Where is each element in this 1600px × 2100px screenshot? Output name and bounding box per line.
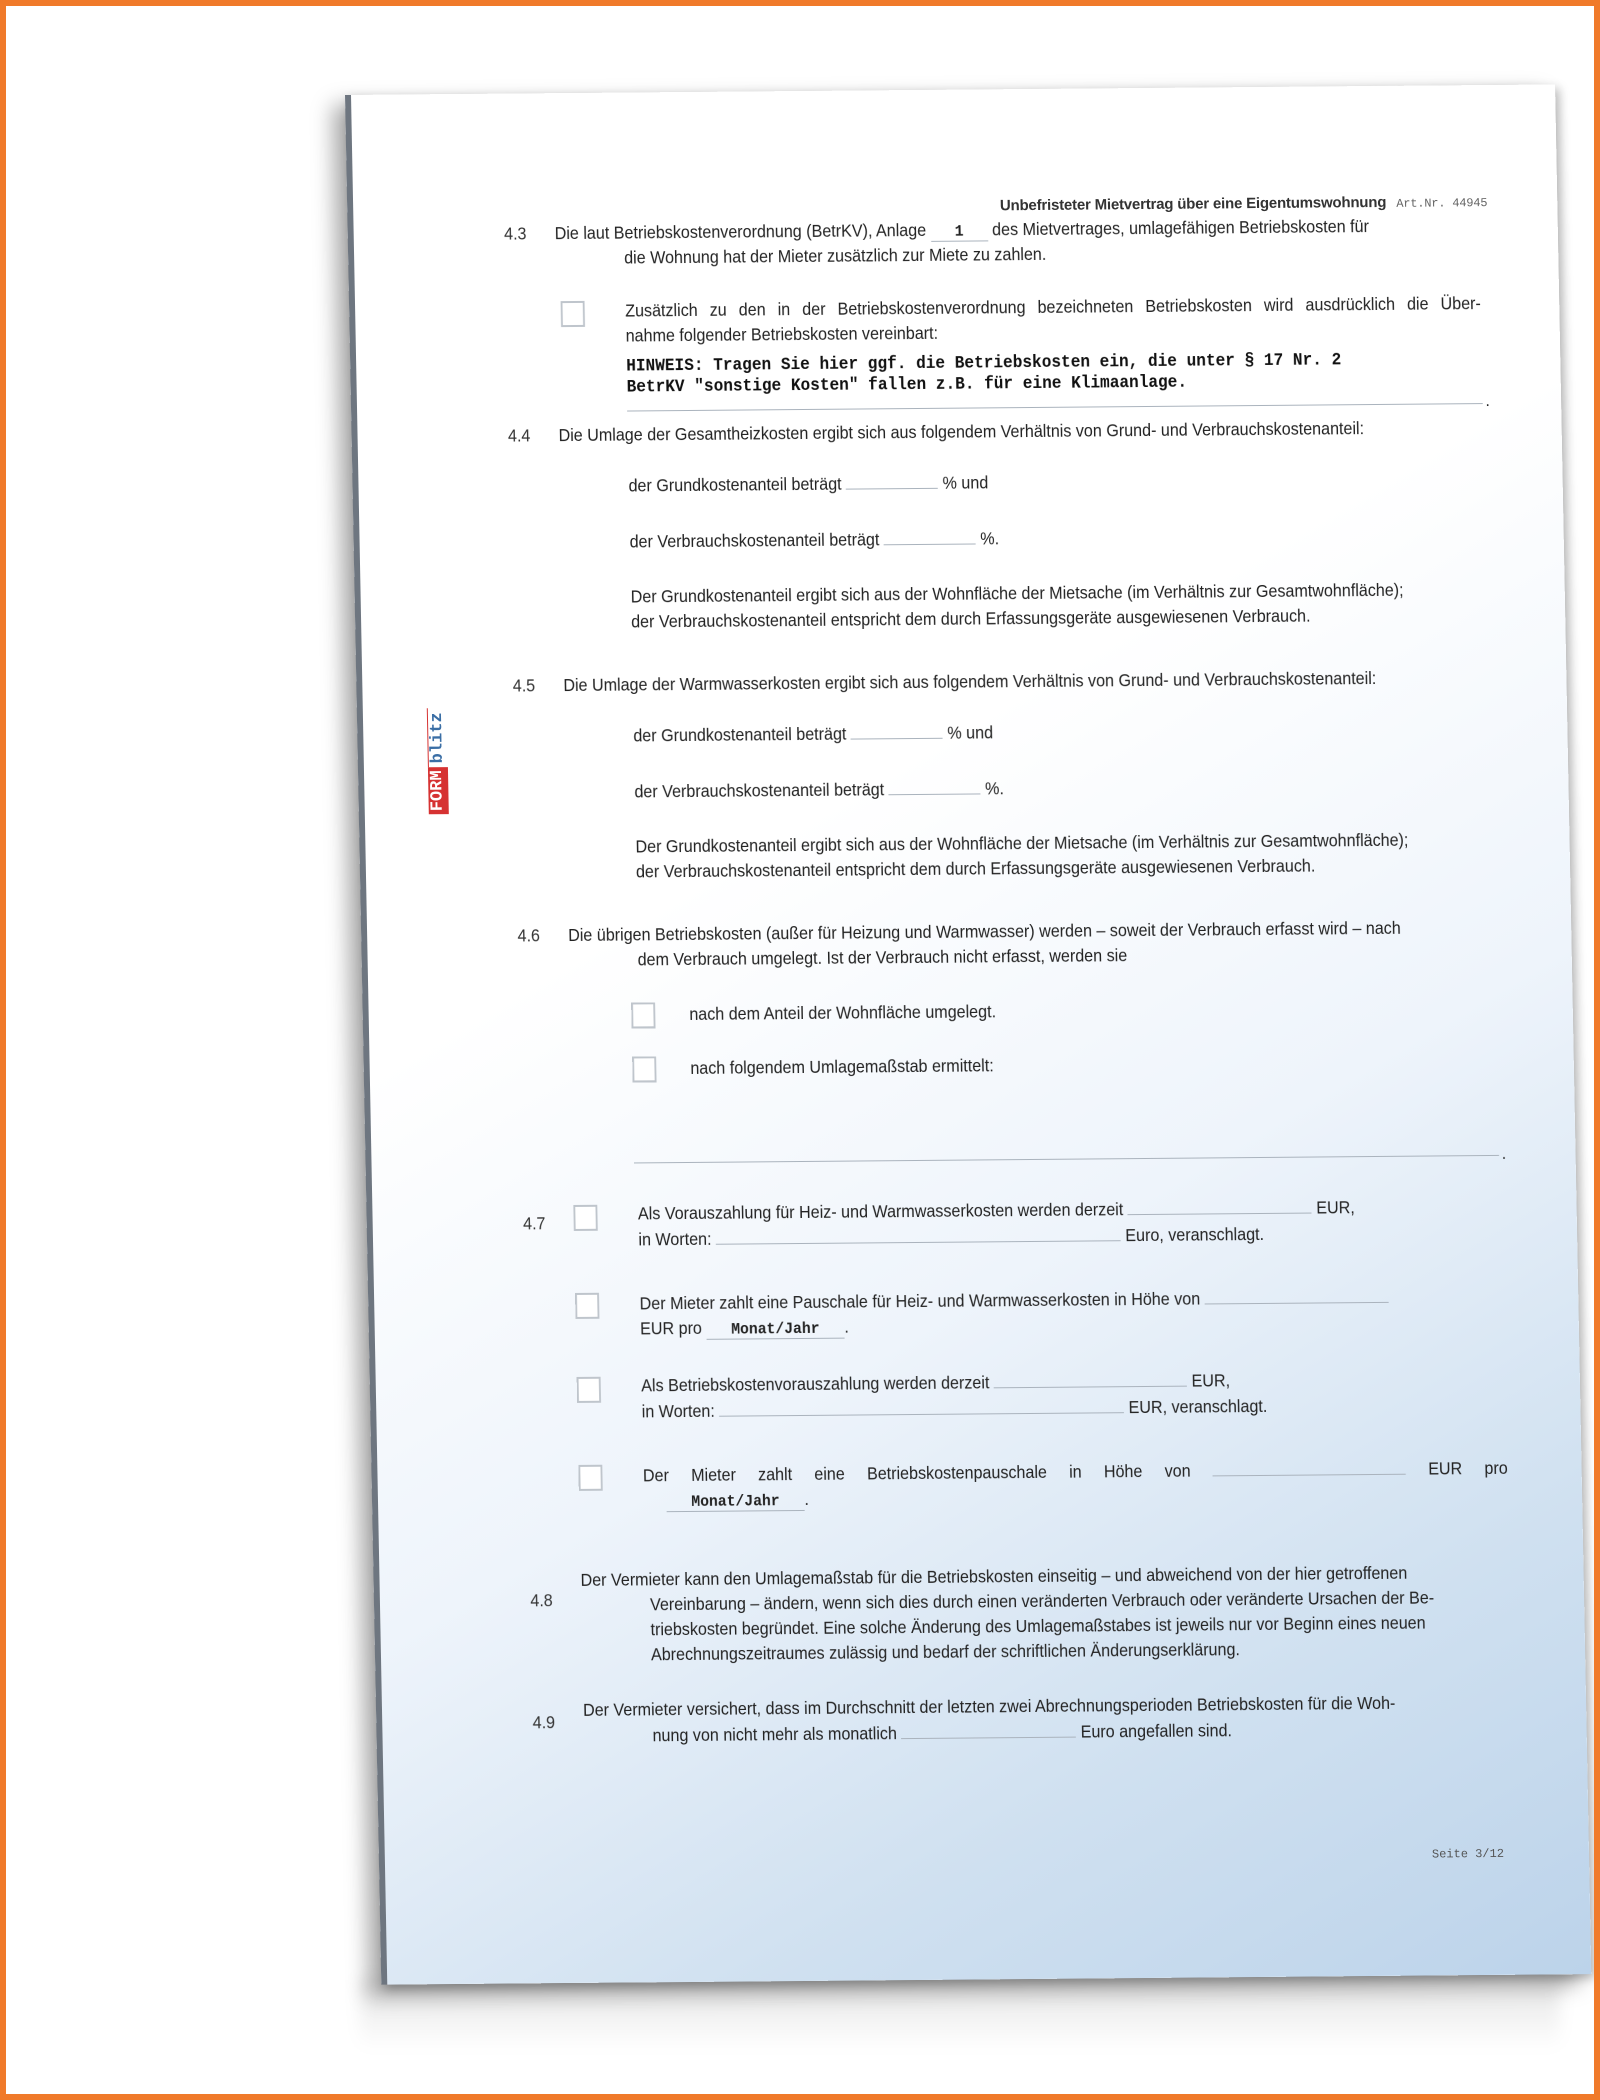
verbrauch-label: der Verbrauchskostenanteil beträgt xyxy=(629,529,880,552)
costs-prepayment-checkbox[interactable] xyxy=(577,1377,601,1403)
costs-prepayment-amount[interactable] xyxy=(994,1368,1188,1389)
note-text: der Verbrauchskostenanteil entspricht dem durch Erfassungsgeräte ausgewiesenen Verbrauch. xyxy=(635,855,1316,882)
section-text: Der Vermieter versichert, dass im Durchschnitt der letzten zwei Abrechnungsperioden Betriebskosten für die Woh- xyxy=(582,1692,1396,1720)
section-number: 4.8 xyxy=(530,1590,553,1611)
eur-label: EUR, xyxy=(1316,1197,1355,1218)
section-number: 4.6 xyxy=(517,925,541,946)
note-text: Der Grundkostenanteil ergibt sich aus der Wohnfläche der Mietsache (im Verhältnis zur Gesamtwohnfläche); xyxy=(630,579,1404,607)
monthly-costs-field[interactable] xyxy=(901,1719,1076,1740)
verbrauch-suffix: %. xyxy=(980,528,1000,549)
section-number: 4.3 xyxy=(503,223,527,244)
option-text: Der Mieter zahlt eine Pauschale für Heiz- und Warmwasserkosten in Höhe von xyxy=(639,1288,1201,1314)
option-word: Der xyxy=(642,1465,670,1486)
grund-suffix: % und xyxy=(942,472,989,493)
period-dot: . xyxy=(804,1488,810,1509)
in-words-label: in Worten: xyxy=(641,1400,716,1422)
grund-label: der Grundkostenanteil beträgt xyxy=(628,473,842,496)
section-text: die Wohnung hat der Mieter zusätzlich zur Miete zu zahlen. xyxy=(623,243,1047,268)
option-text: nach dem Anteil der Wohnfläche umgelegt. xyxy=(689,1001,997,1024)
period-dot: . xyxy=(844,1316,850,1337)
header-title: Unbefristeter Mietvertrag über eine Eigentumswohnung xyxy=(999,193,1387,215)
option-text: nach folgendem Umlagemaßstab ermittelt: xyxy=(690,1055,994,1078)
eur-suffix: EUR, veranschlagt. xyxy=(1128,1395,1268,1418)
hint-text: HINWEIS: Tragen Sie hier ggf. die Betriebskosten ein, die unter § 17 Nr. 2 xyxy=(626,350,1342,377)
option-text: Als Betriebskostenvorauszahlung werden derzeit xyxy=(641,1372,990,1396)
euro-suffix: Euro, veranschlagt. xyxy=(1125,1223,1265,1246)
option-word: Betriebskostenpauschale xyxy=(866,1461,1048,1484)
option-text: nahme folgender Betriebskosten vereinbart: xyxy=(625,322,939,346)
formblitz-logo xyxy=(427,708,449,814)
option-word: zahlt xyxy=(757,1464,793,1485)
section-number: 4.9 xyxy=(532,1712,556,1733)
costs-flatrate-period[interactable]: Monat/Jahr xyxy=(666,1492,804,1512)
heating-grund-field[interactable] xyxy=(846,470,938,490)
extra-costs-checkbox[interactable] xyxy=(561,301,585,327)
option-word: eine xyxy=(814,1463,845,1484)
in-words-label: in Worten: xyxy=(638,1228,712,1250)
verbrauch-suffix: %. xyxy=(984,778,1005,799)
costs-flatrate-checkbox[interactable] xyxy=(578,1465,602,1491)
eur-label: EUR, xyxy=(1191,1370,1231,1391)
page-number: Seite 3/12 xyxy=(1431,1846,1505,1862)
section-text: des Mietvertrages, umlagefähigen Betriebskosten für xyxy=(991,216,1370,240)
area-share-checkbox[interactable] xyxy=(631,1002,655,1028)
eur-pro-label: EUR pro xyxy=(639,1317,703,1339)
document-page xyxy=(345,84,1600,1994)
water-grund-field[interactable] xyxy=(851,720,943,740)
water-verbrauch-field[interactable] xyxy=(888,775,980,795)
option-word: Mieter xyxy=(690,1464,737,1485)
grund-suffix: % und xyxy=(947,722,994,743)
logo-form: FORM xyxy=(428,767,449,814)
section-text: Die übrigen Betriebskosten (außer für Heizung und Warmwasser) werden – soweit der Verbrauch erfasst wird – nach xyxy=(567,917,1401,946)
section-number: 4.7 xyxy=(522,1213,546,1234)
heating-verbrauch-field[interactable] xyxy=(884,525,976,545)
heating-flatrate-period[interactable]: Monat/Jahr xyxy=(706,1320,844,1340)
grund-label: der Grundkostenanteil beträgt xyxy=(633,723,847,746)
option-text: Als Vorauszahlung für Heiz- und Warmwasserkosten werden derzeit xyxy=(637,1199,1124,1224)
section-text: Die Umlage der Gesamtheizkosten ergibt sich aus folgendem Verhältnis von Grund- und Verbrauchskostenanteil: xyxy=(558,418,1365,446)
option-word: Höhe xyxy=(1103,1461,1143,1482)
section-text: Die Umlage der Warmwasserkosten ergibt sich aus folgendem Verhältnis von Grund- und Verbrauchskostenanteil: xyxy=(563,667,1377,696)
section-text: dem Verbrauch umgelegt. Ist der Verbrauch nicht erfasst, werden sie xyxy=(637,945,1128,970)
note-text: der Verbrauchskostenanteil entspricht dem durch Erfassungsgeräte ausgewiesenen Verbrauch. xyxy=(630,605,1311,632)
section-text: Abrechnungszeitraumes zulässig und bedarf der schriftlichen Änderungserklärung. xyxy=(650,1639,1241,1665)
option-word: von xyxy=(1164,1460,1191,1481)
costs-flatrate-amount[interactable] xyxy=(1213,1456,1407,1477)
heating-flatrate-amount[interactable] xyxy=(1204,1284,1388,1305)
heating-prepayment-words[interactable] xyxy=(716,1222,1121,1245)
section-text: Euro angefallen sind. xyxy=(1080,1720,1233,1742)
heating-flatrate-checkbox[interactable] xyxy=(575,1293,599,1319)
note-text: Der Grundkostenanteil ergibt sich aus der Wohnfläche der Mietsache (im Verhältnis zur Gesamtwohnfläche); xyxy=(635,829,1409,857)
costs-prepayment-words[interactable] xyxy=(719,1394,1124,1417)
section-number: 4.5 xyxy=(512,675,536,696)
pro-label: pro xyxy=(1484,1457,1508,1479)
section-text: triebskosten begründet. Eine solche Änderung des Umlagemaßstabes ist jeweils nur vor Beginn eines neuen xyxy=(650,1612,1426,1640)
option-word: in xyxy=(1068,1461,1082,1482)
section-number: 4.4 xyxy=(507,425,531,446)
section-text: Der Vermieter kann den Umlagemaßstab für die Betriebskosten einseitig – und abweichend von der hier getroffenen xyxy=(580,1562,1408,1590)
logo-blitz: blitz xyxy=(427,708,448,767)
option-text: Zusätzlich zu den in der Betriebskostenverordnung bezeichneten Betriebskosten wird ausdrücklich die Über- xyxy=(624,293,1481,321)
section-text: nung von nicht mehr als monatlich xyxy=(652,1723,898,1746)
anlage-field[interactable]: 1 xyxy=(930,222,987,241)
hint-text: BetrKV "sonstige Kosten" fallen z.B. für eine Klimaanlage. xyxy=(626,372,1188,398)
article-number: Art.Nr. 44945 xyxy=(1396,196,1488,211)
verbrauch-label: der Verbrauchskostenanteil beträgt xyxy=(634,779,885,802)
eur-label: EUR xyxy=(1428,1458,1463,1479)
end-dot: . xyxy=(1485,391,1490,411)
end-dot: . xyxy=(1501,1143,1507,1163)
section-text: Die laut Betriebskostenverordnung (BetrKV), Anlage xyxy=(554,219,927,244)
heating-prepayment-amount[interactable] xyxy=(1127,1195,1311,1216)
heating-prepayment-checkbox[interactable] xyxy=(573,1205,597,1231)
custom-key-checkbox[interactable] xyxy=(632,1056,656,1082)
section-text: Vereinbarung – ändern, wenn sich dies durch einen veränderten Verbrauch oder veränderte Ursachen der Be- xyxy=(649,1587,1435,1615)
